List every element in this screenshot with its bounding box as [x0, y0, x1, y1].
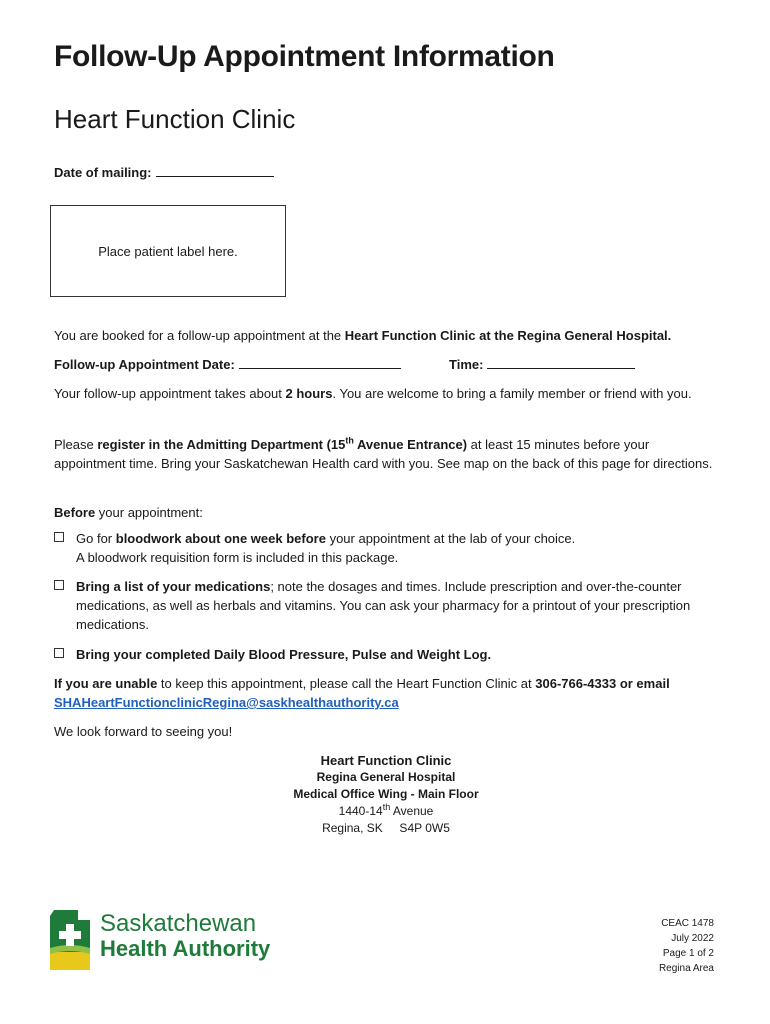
mailing-date-field[interactable]	[156, 163, 274, 177]
register-sup: th	[345, 435, 354, 446]
footer-date: July 2022	[671, 933, 714, 944]
address-city: Regina, SK S4P 0W5	[322, 821, 450, 835]
checkbox-bloodwork[interactable]	[54, 532, 64, 542]
page-title: Follow-Up Appointment Information	[54, 40, 555, 73]
bloodwork-requisition: A bloodwork requisition form is included in this package.	[76, 550, 399, 565]
logo-wordmark-bottom: Health Authority	[100, 936, 271, 961]
register-text: Please	[54, 437, 98, 452]
appointment-date-label: Follow-up Appointment Date:	[54, 357, 235, 372]
appointment-date-row	[54, 355, 401, 374]
before-bold: Before	[54, 505, 96, 520]
register-text-end: at least 15 minutes before your appointment time. Bring your Saskatchewan Health card with you. See map on the back of this page for directions.	[54, 437, 713, 471]
clinic-address	[54, 752, 718, 837]
checklist-item-medications	[54, 577, 718, 634]
logo-wordmark-top: Saskatchewan	[100, 910, 257, 937]
appointment-time-row	[449, 355, 635, 374]
medications-text: ; note the dosages and times. Include prescription and over-the-counter medications, as well as herbals and vitamins. You can ask your pharmacy for a printout of your prescription medications.	[76, 579, 691, 632]
street-sup: th	[382, 802, 391, 812]
log-bold: Bring your completed Daily Blood Pressure, Pulse and Weight Log.	[76, 647, 492, 662]
booked-location: Heart Function Clinic at the Regina General Hospital.	[344, 328, 672, 343]
street-name: Avenue	[390, 804, 434, 818]
address-street	[54, 803, 718, 820]
checkbox-medications[interactable]	[54, 580, 64, 590]
booked-text: You are booked for a follow-up appointment at the	[54, 328, 345, 343]
checklist-item-bloodwork	[54, 529, 718, 567]
appointment-date-field[interactable]	[239, 355, 401, 369]
checklist-item-log	[54, 645, 718, 664]
footer-page: Page 1 of 2	[662, 948, 714, 959]
register-paragraph	[54, 435, 718, 473]
duration-text: Your follow-up appointment takes about	[54, 386, 286, 401]
document-footer	[659, 916, 714, 976]
sha-logo-icon	[48, 908, 92, 972]
duration-paragraph	[54, 384, 718, 403]
appointment-time-label: Time:	[449, 357, 484, 372]
address-hospital: Regina General Hospital	[316, 770, 456, 784]
footer-code: CEAC 1478	[661, 918, 714, 929]
bloodwork-text: Go for	[76, 531, 116, 546]
medications-bold: Bring a list of your medications	[76, 579, 271, 594]
register-entrance: Avenue Entrance)	[353, 437, 468, 452]
address-clinic: Heart Function Clinic	[320, 753, 452, 768]
page-subtitle: Heart Function Clinic	[54, 104, 296, 134]
register-location: register in the Admitting Department (15	[97, 437, 346, 452]
clinic-phone: 306-766-4333 or email	[535, 676, 670, 691]
unable-bold: If you are unable	[54, 676, 158, 691]
clinic-email-link[interactable]: SHAHeartFunctionclinicRegina@saskhealthauthority.ca	[54, 695, 399, 710]
address-wing: Medical Office Wing - Main Floor	[293, 787, 479, 801]
patient-label-box	[50, 205, 286, 297]
appointment-time-field[interactable]	[487, 355, 635, 369]
duration-hours: 2 hours	[285, 386, 333, 401]
unable-paragraph	[54, 674, 718, 712]
duration-text-end: . You are welcome to bring a family member or friend with you.	[332, 386, 692, 401]
bloodwork-text-end: your appointment at the lab of your choice.	[325, 531, 576, 546]
footer-area: Regina Area	[658, 963, 714, 974]
checkbox-log[interactable]	[54, 648, 64, 658]
before-text: your appointment:	[95, 505, 203, 520]
booked-paragraph	[54, 326, 718, 345]
bloodwork-bold: bloodwork about one week before	[115, 531, 326, 546]
street-number: 1440-14	[338, 804, 383, 818]
patient-label-text: Place patient label here.	[98, 244, 238, 259]
closing-line: We look forward to seeing you!	[54, 724, 233, 739]
before-heading	[54, 503, 718, 522]
mailing-date-row	[54, 163, 274, 182]
mailing-date-label: Date of mailing:	[54, 165, 152, 180]
unable-text: to keep this appointment, please call the Heart Function Clinic at	[157, 676, 536, 691]
